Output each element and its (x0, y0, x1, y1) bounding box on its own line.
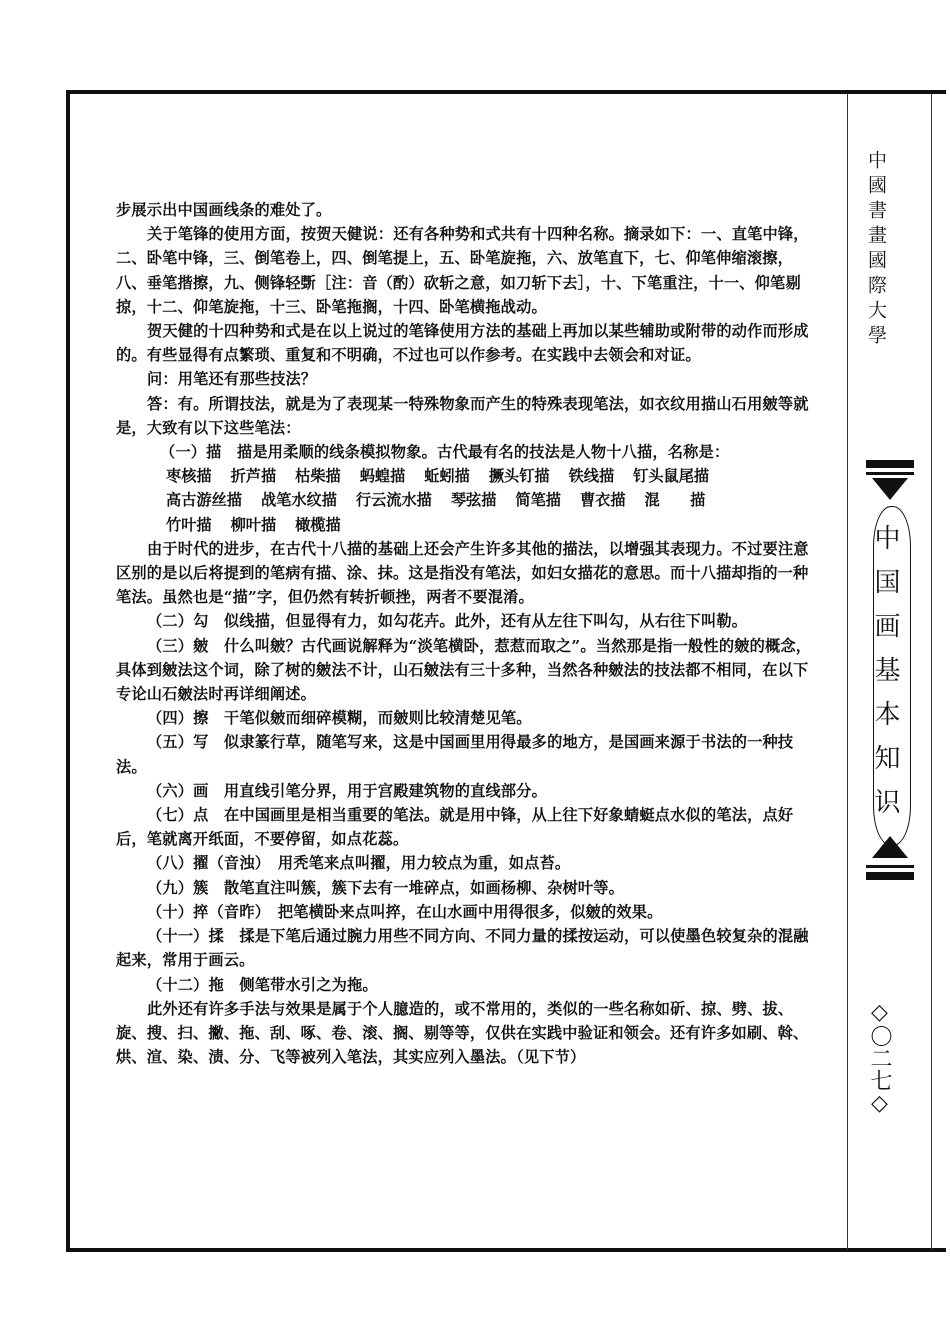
paragraph: 贺天健的十四种势和式是在以上说过的笔锋使用方法的基础上再加以某些辅助或附带的动作而形成的。有些显得有点繁琐、重复和不明确，不过也可以作参考。在实践中去领会和对证。 (116, 322, 809, 365)
stroke-name: 撅头钉描 (488, 467, 550, 486)
technique-item: （八）擢（音浊） 用秃笔来点叫擢，用力较点为重，如点苔。 (147, 854, 571, 873)
paragraph: 关于笔锋的使用方面，按贺天健说：还有各种势和式共有十四种名称。摘录如下：一、直笔中锋，二、卧笔中锋，三、倒笔卷上，四、倒笔提上，五、卧笔旋拖，六、放笔直下，七、仰笔伸缩滚擦，八、垂笔揩擦，九、侧锋轻斲［注：音（酌）砍斩之意，如刀斩下去］，十、下笔重注，十一、仰笔剔掠，十二、仰笔旋拖，十三、卧笔拖搁，十四、卧笔横拖战动。 (116, 225, 809, 316)
page-number: ◇〇二七◇ (867, 1000, 892, 1116)
technique-item: （四）擦 干笔似皴而细碎模糊，而皴则比较清楚见笔。 (147, 709, 532, 728)
stroke-name: 简笔描 (515, 491, 561, 510)
stroke-name: 铁线描 (568, 467, 615, 486)
stroke-name: 折芦描 (230, 467, 277, 486)
stroke-name: 蚂蝗描 (359, 467, 406, 486)
technique-item: （一）描 描是用柔顺的线条模拟物象。古代最有名的技法是人物十八描，名称是： (160, 443, 730, 462)
stroke-name: 枯柴描 (295, 467, 341, 486)
stroke-names-row (116, 513, 816, 537)
stroke-name: 钉头鼠尾描 (633, 467, 710, 486)
paragraph: 由于时代的进步，在古代十八描的基础上还会产生许多其他的描法，以增强其表现力。不过要注意区别的是以后将提到的笔病有描、涂、抹。这是指没有笔法，如妇女描花的意思。而十八描却指的一种笔法。虽然也是“描”字，但仍然有转折顿挫，两者不要混淆。 (116, 539, 809, 607)
stroke-names-row (116, 488, 816, 512)
technique-item: （六）画 用直线引笔分界，用于宫殿建筑物的直线部分。 (147, 781, 548, 800)
stroke-name: 柳叶描 (230, 515, 277, 534)
paragraph: 步展示出中国画线条的难处了。 (116, 201, 332, 219)
technique-item: （十一）揉 揉是下笔后通过腕力用些不同方向、不同力量的揉按运动，可以使墨色较复杂的混融起来，常用于画云。 (116, 927, 809, 970)
stroke-name: 蚯蚓描 (424, 467, 470, 486)
series-title: 中國書畫國際大學 (865, 150, 887, 350)
stroke-name: 高古游丝描 (166, 491, 242, 510)
stroke-name: 行云流水描 (355, 491, 432, 510)
stroke-name: 战笔水纹描 (260, 491, 337, 510)
stroke-name: 橄榄描 (295, 515, 341, 534)
stroke-names-row (116, 464, 816, 488)
technique-item: （二）勾 似线描，但显得有力，如勾花卉。此外，还有从左往下叫勾，从右往下叫勒。 (147, 612, 748, 631)
stroke-name: 曹衣描 (579, 491, 626, 510)
ornament-bar-bottom (866, 872, 914, 880)
technique-item: （三）皴 什么叫皴？古代画说解释为“淡笔横卧，惹惹而取之”。当然那是指一般性的皴的概念，具体到皴法这个词，除了树的皴法不计，山石皴法有三十多种，当然各种皴法的技法都不相同，在以下专论山石皴法时再详细阐述。 (116, 636, 812, 704)
technique-item: （五）写 似隶篆行草，随笔写来，这是中国画里用得最多的地方，是国画来源于书法的一种技法。 (116, 733, 794, 776)
ornament-bar-bottom-thin (866, 865, 914, 868)
technique-item: （十二）拖 侧笔带水引之为拖。 (147, 975, 378, 994)
main-text (116, 198, 816, 1069)
sidebar-rule-right (931, 94, 932, 1250)
ornament-bar-top-thin (866, 472, 914, 475)
technique-item: （九）簇 散笔直注叫簇，簇下去有一堆碎点，如画杨柳、杂树叶等。 (147, 878, 625, 897)
stroke-name: 竹叶描 (166, 515, 212, 534)
stroke-name: 枣核描 (166, 467, 212, 486)
paragraph: 此外还有许多手法与效果是属于个人臆造的，或不常用的，类似的一些名称如斫、掠、劈、拔、旋、搜、扫、撇、拖、刮、啄、卷、滚、搁、剔等等，仅供在实践中验证和领会。还有许多如刷、斡、烘、渲、染、渍、分、飞等被列入笔法，其实应列入墨法。（见下节） (116, 999, 809, 1067)
question: 问：用笔还有那些技法？ (147, 370, 317, 389)
stroke-name: 混 描 (644, 491, 706, 510)
answer: 答：有。所谓技法，就是为了表现某一特殊物象而产生的特殊表现笔法，如衣纹用描山石用皴等就是，大致有以下这些笔法： (116, 394, 809, 437)
ornament-bar-top (866, 460, 914, 468)
technique-item: （七）点 在中国画里是相当重要的笔法。就是用中锋，从上往下好象蜻蜓点水似的笔法，点好后，笔就离开纸面，不要停留，如点花蕊。 (116, 806, 794, 849)
sidebar-rule-left (847, 94, 848, 1250)
book-title: 中国画基本知识 (870, 524, 900, 832)
technique-item: （十）捽（音昨） 把笔横卧来点叫捽，在山水画中用得很多，似皴的效果。 (147, 902, 663, 921)
stroke-name: 琴弦描 (450, 491, 497, 510)
